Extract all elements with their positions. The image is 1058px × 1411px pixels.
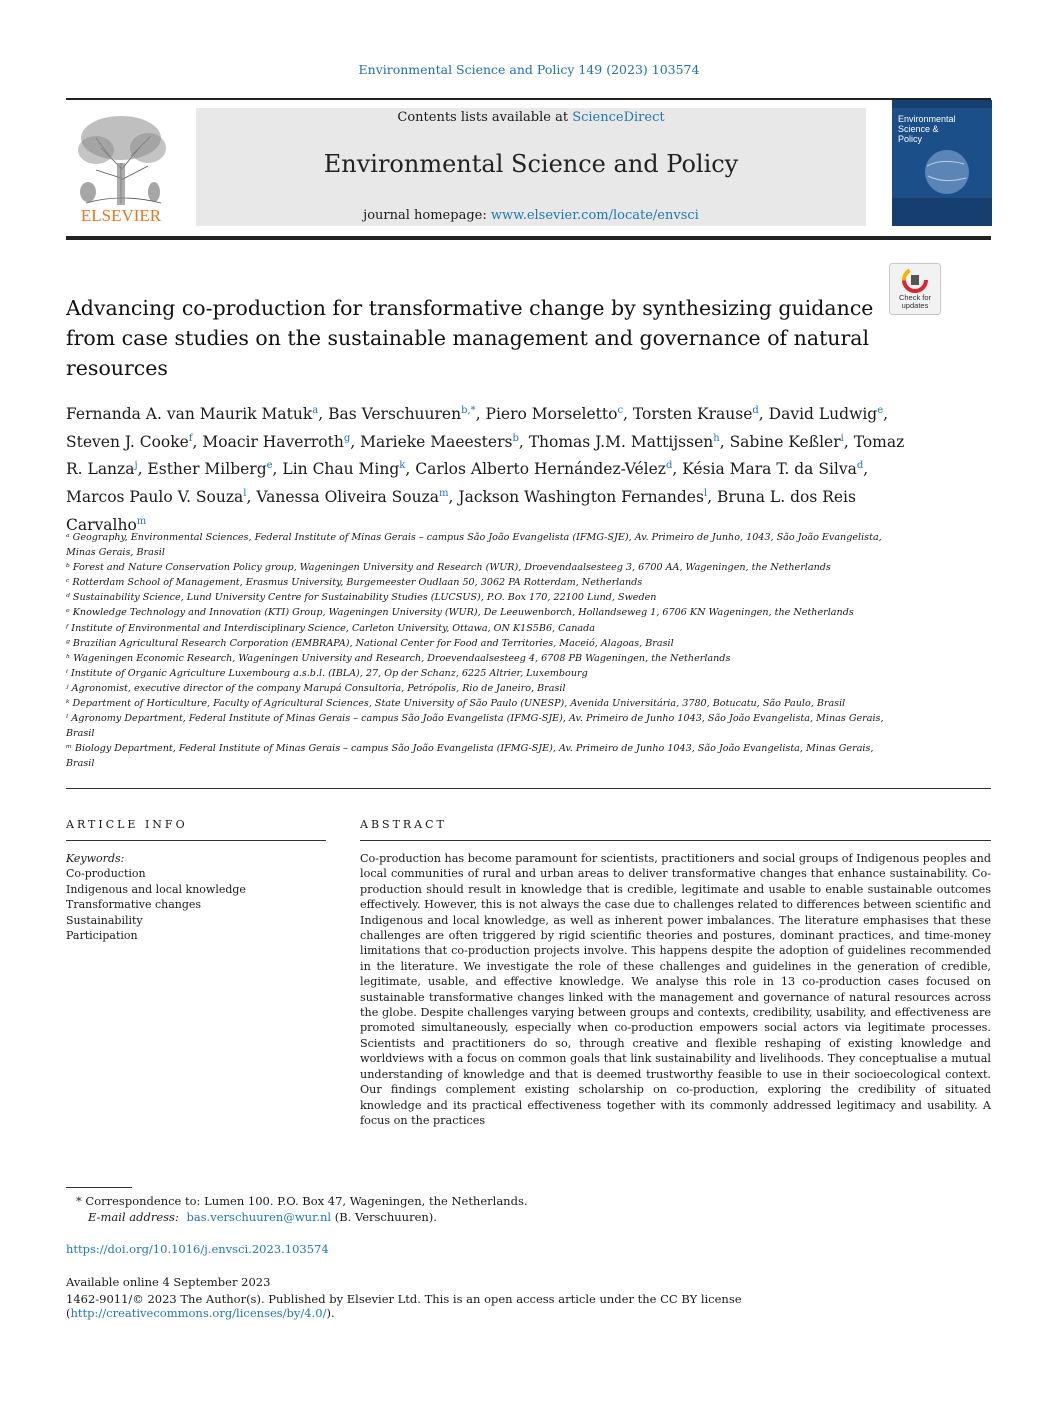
affiliation-item: ᵃ Geography, Environmental Sciences, Federal Institute of Minas Gerais – campus São João Evangelista (IFMG-SJE), Av. Primeiro de Junho, 1043, São João Evangelista, Minas Gerais, Brasil <box>66 532 882 559</box>
author-entry <box>66 488 256 506</box>
author-name[interactable]: Torsten Krause <box>632 405 753 424</box>
contents-prefix: Contents lists available at <box>397 110 573 125</box>
author-separator: , <box>883 405 889 424</box>
author-name[interactable]: Marcos Paulo V. Souza <box>66 488 244 507</box>
author-separator: , <box>623 405 633 424</box>
author-entry <box>202 433 360 451</box>
affiliation-item: ʲ Agronomist, executive director of the company Marupá Consultoria, Petrópolis, Rio de Janeiro, Brasil <box>66 682 566 694</box>
cover-title-line: Policy <box>898 134 923 144</box>
author-separator: , <box>672 460 683 479</box>
affiliation-item: ᵇ Forest and Nature Conservation Policy group, Wageningen University and Research (WUR), Droevendaalsesteeg 3, 6700 AA, Wageningen, the Netherlands <box>66 562 831 574</box>
author-name[interactable]: Piero Morseletto <box>485 405 618 424</box>
author-affiliation-marker[interactable]: d <box>856 460 864 472</box>
author-affiliation-marker[interactable]: i <box>840 432 844 444</box>
author-affiliation-marker[interactable]: e <box>266 460 273 472</box>
check-for-updates-badge[interactable] <box>889 263 941 315</box>
affiliation-item: ʰ Wageningen Economic Research, Wageningen University and Research, Droevendaalsesteeg 4, 6708 PB Wageningen, the Netherlands <box>66 652 731 664</box>
author-affiliation-marker[interactable]: l <box>703 487 708 499</box>
keyword-item: Sustainability <box>66 913 143 927</box>
author-separator: , <box>758 405 769 424</box>
header-bottom-rule <box>66 236 991 240</box>
contents-line <box>196 110 866 125</box>
license-suffix: ). <box>326 1306 335 1320</box>
affiliation-item: ᶜ Rotterdam School of Management, Erasmus University, Burgemeester Oudlaan 50, 3062 PA Rotterdam, Netherlands <box>66 577 643 589</box>
author-entry <box>682 460 868 478</box>
elsevier-logo[interactable] <box>66 108 176 228</box>
author-name[interactable]: Sabine Keßler <box>729 432 841 451</box>
keyword-item: Transformative changes <box>66 898 202 912</box>
author-entry <box>256 488 458 506</box>
author-separator: , <box>448 488 459 507</box>
author-entry <box>328 405 485 423</box>
cover-title-line: Science & <box>898 124 939 134</box>
author-affiliation-marker[interactable]: m <box>439 487 449 499</box>
author-separator: , <box>405 460 416 479</box>
license-prefix: 1462-9011/© 2023 The Author(s). Published by Elsevier Ltd. This is an open access article under the CC BY license ( <box>66 1292 742 1320</box>
author-affiliation-marker[interactable]: d <box>665 460 673 472</box>
available-online: Available online 4 September 2023 <box>66 1275 271 1289</box>
check-updates-label-line: updates <box>901 301 929 310</box>
keywords-block <box>66 851 326 943</box>
author-name[interactable]: Bruna L. dos Reis Carvalho <box>66 488 856 534</box>
author-name[interactable]: Thomas J.M. Mattijssen <box>528 432 714 451</box>
author-separator: , <box>518 432 529 451</box>
author-separator: , <box>272 460 283 479</box>
author-entry <box>730 433 854 451</box>
license-link[interactable]: http://creativecommons.org/licenses/by/4.0/ <box>70 1306 327 1320</box>
author-name[interactable]: Bas Verschuuren <box>328 405 462 424</box>
author-name[interactable]: Marieke Maeesters <box>360 432 513 451</box>
email-label: E-mail address: <box>88 1210 179 1224</box>
affiliation-item: ᵈ Sustainability Science, Lund University Centre for Sustainability Studies (LUCSUS), P.O. Box 170, 22100 Lund, Sweden <box>66 592 657 604</box>
homepage-line <box>196 208 866 223</box>
keyword-item: Co-production <box>66 867 146 881</box>
journal-cover[interactable] <box>892 100 992 226</box>
author-name[interactable]: David Ludwig <box>768 405 878 424</box>
journal-reference[interactable]: Environmental Science and Policy 149 (2023) 103574 <box>358 62 700 77</box>
author-affiliation-marker[interactable]: e <box>877 405 884 416</box>
author-entry <box>66 433 202 451</box>
author-affiliation-marker[interactable]: c <box>617 405 624 416</box>
keyword-item: Indigenous and local knowledge <box>66 882 246 896</box>
author-name[interactable]: Jackson Washington Fernandes <box>458 488 704 507</box>
author-name[interactable]: Carlos Alberto Hernández-Vélez <box>415 460 666 479</box>
author-affiliation-marker[interactable]: b,* <box>461 405 476 416</box>
journal-title: Environmental Science and Policy <box>323 150 739 178</box>
author-name[interactable]: Esther Milberg <box>147 460 267 479</box>
author-separator: , <box>137 460 148 479</box>
author-name[interactable]: Tomaz R. Lanza <box>66 432 905 479</box>
keywords-label: Keywords: <box>66 852 125 865</box>
author-name[interactable]: Késia Mara T. da Silva <box>682 460 857 479</box>
abstract-text: Co-production has become paramount for scientists, practitioners and social groups of Indigenous peoples and local communities of rural and urban areas to deliver transformative changes that enhance sustainability. Co-production should result in knowledge that is credible, legitimate and usable to enable sustainable outcomes effectively. However, this is not always the case due to challenges related to differences between scientific and Indigenous and local knowledge, as well as inherent power imbalances. The literature emphasises that these challenges are often triggered by rigid scientific theories and postures, dominant practices, and time-money limitations that co-production projects involve. This happens despite the adoption of guidelines recommended in the literature. We investigate the role of these challenges and guidelines in the generation of credible, legitimate, usable, and effective knowledge. We analyse this role in 13 co-production cases focused on sustainable transformative changes linked with the management and governance of natural resources across the globe. Despite challenges varying between groups and contexts, credibility, usability, and effectiveness are promoted simultaneously, especially when co-production empowers social actors via legitimate processes. Scientists and practitioners do so, through creative and flexible reshaping of existing knowledge and worldviews with a focus on common goals that link sustainability and livelihoods. They conceptualise a mutual understanding of knowledge and that is deemed trustworthy feasible to use in their socioecological context. Our findings complement existing scholarship on co-production, exploring the credibility of situated knowledge and its practical effectiveness together with its commonly addressed legitimacy and usability. A focus on the practices <box>360 852 991 1127</box>
section-divider <box>66 788 991 789</box>
author-separator: , <box>350 432 361 451</box>
author-entry <box>415 460 682 478</box>
author-affiliation-marker[interactable]: k <box>399 460 406 472</box>
author-separator: , <box>475 405 486 424</box>
author-affiliation-marker[interactable]: m <box>136 515 147 527</box>
author-name[interactable]: Vanessa Oliveira Souza <box>256 488 440 507</box>
homepage-prefix: journal homepage: <box>363 208 491 223</box>
author-name[interactable]: Steven J. Cooke <box>66 432 189 451</box>
author-separator: , <box>843 432 854 451</box>
author-separator: , <box>863 460 869 479</box>
author-affiliation-marker[interactable]: g <box>343 432 351 444</box>
check-updates-label <box>889 294 941 310</box>
homepage-link[interactable]: www.elsevier.com/locate/envsci <box>490 208 699 223</box>
affiliation-list <box>66 530 896 772</box>
footnote-rule <box>66 1187 132 1188</box>
abstract-rule <box>360 840 991 841</box>
author-separator: , <box>246 488 257 507</box>
affiliation-item: ᵐ Biology Department, Federal Institute of Minas Gerais – campus São João Evangelista (IFMG-SJE), Av. Primeiro de Junho 1043, São João Evangelista, Minas Gerais, Brasil <box>66 743 874 770</box>
author-affiliation-marker[interactable]: l <box>243 487 247 499</box>
author-affiliation-marker[interactable]: b <box>512 432 519 444</box>
article-info-heading: ARTICLE INFO <box>66 818 188 831</box>
affiliation-item: ᵉ Knowledge Technology and Innovation (KTI) Group, Wageningen University (WUR), De Leeuwenborch, Hollandseweg 1, 6706 KN Wageningen, the Netherlands <box>66 607 854 619</box>
author-entry <box>529 433 730 451</box>
cover-title-line: Environmental <box>898 114 956 124</box>
author-entry <box>66 405 328 423</box>
article-info-rule <box>66 840 326 841</box>
email-link[interactable]: bas.verschuuren@wur.nl <box>186 1210 332 1224</box>
author-entry <box>360 433 529 451</box>
email-line <box>66 1209 528 1225</box>
author-affiliation-marker[interactable]: h <box>713 432 720 444</box>
affiliation-item: ⁱ Institute of Organic Agriculture Luxembourg a.s.b.l. (IBLA), 27, Op der Schanz, 6225 Altrier, Luxembourg <box>66 667 588 679</box>
article-title: Advancing co-production for transformative change by synthesizing guidance from case studies on the sustainable management and governance of natural resources <box>66 296 874 380</box>
author-affiliation-marker[interactable]: j <box>134 460 138 472</box>
author-separator: , <box>192 432 203 451</box>
author-affiliation-marker[interactable]: a <box>312 405 319 416</box>
correspondence-address: * Correspondence to: Lumen 100. P.O. Box 47, Wageningen, the Netherlands. <box>76 1194 528 1208</box>
author-name[interactable]: Lin Chau Ming <box>282 460 400 479</box>
affiliation-item: ᵍ Brazilian Agricultural Research Corporation (EMBRAPA), National Center for Food and Territories, Maceió, Alagoas, Brasil <box>66 637 674 649</box>
author-affiliation-marker[interactable]: d <box>752 405 759 416</box>
author-entry <box>147 460 282 478</box>
author-name[interactable]: Fernanda A. van Maurik Matuk <box>66 405 313 424</box>
author-entry <box>769 405 888 423</box>
author-entry <box>486 405 633 423</box>
cover-title <box>898 114 956 144</box>
author-separator: , <box>318 405 329 424</box>
sciencedirect-link[interactable]: ScienceDirect <box>572 110 665 125</box>
affiliation-item: ᶠ Institute of Environmental and Interdisciplinary Science, Carleton University, Ottawa, ON K1S5B6, Canada <box>66 622 595 634</box>
author-entry <box>458 488 717 506</box>
affiliation-item: ᵏ Department of Horticulture, Faculty of Agricultural Sciences, State University of São Paulo (UNESP), Avenida Universitária, 3780, Botucatu, São Paulo, Brasil <box>66 698 846 710</box>
abstract-heading: ABSTRACT <box>360 818 447 831</box>
elsevier-wordmark: ELSEVIER <box>80 206 162 225</box>
check-updates-label-line: Check for <box>898 293 932 302</box>
author-name[interactable]: Moacir Haverroth <box>202 432 344 451</box>
keyword-item: Participation <box>66 929 138 943</box>
author-separator: , <box>719 432 730 451</box>
header-top-rule <box>66 98 991 100</box>
author-entry <box>282 460 415 478</box>
author-entry <box>633 405 769 423</box>
doi-link[interactable]: https://doi.org/10.1016/j.envsci.2023.103574 <box>66 1242 329 1256</box>
license-line <box>66 1292 996 1320</box>
journal-banner <box>196 108 866 226</box>
email-suffix: (B. Verschuuren). <box>331 1210 437 1224</box>
author-affiliation-marker[interactable]: f <box>188 432 193 444</box>
correspondence-footnote <box>66 1193 528 1225</box>
affiliation-item: ˡ Agronomy Department, Federal Institute of Minas Gerais – campus São João Evangelista (IFMG-SJE), Av. Primeiro de Junho 1043, São João Evangelista, Minas Gerais, Brasil <box>66 713 884 740</box>
author-separator: , <box>707 488 717 507</box>
author-list <box>66 399 916 537</box>
